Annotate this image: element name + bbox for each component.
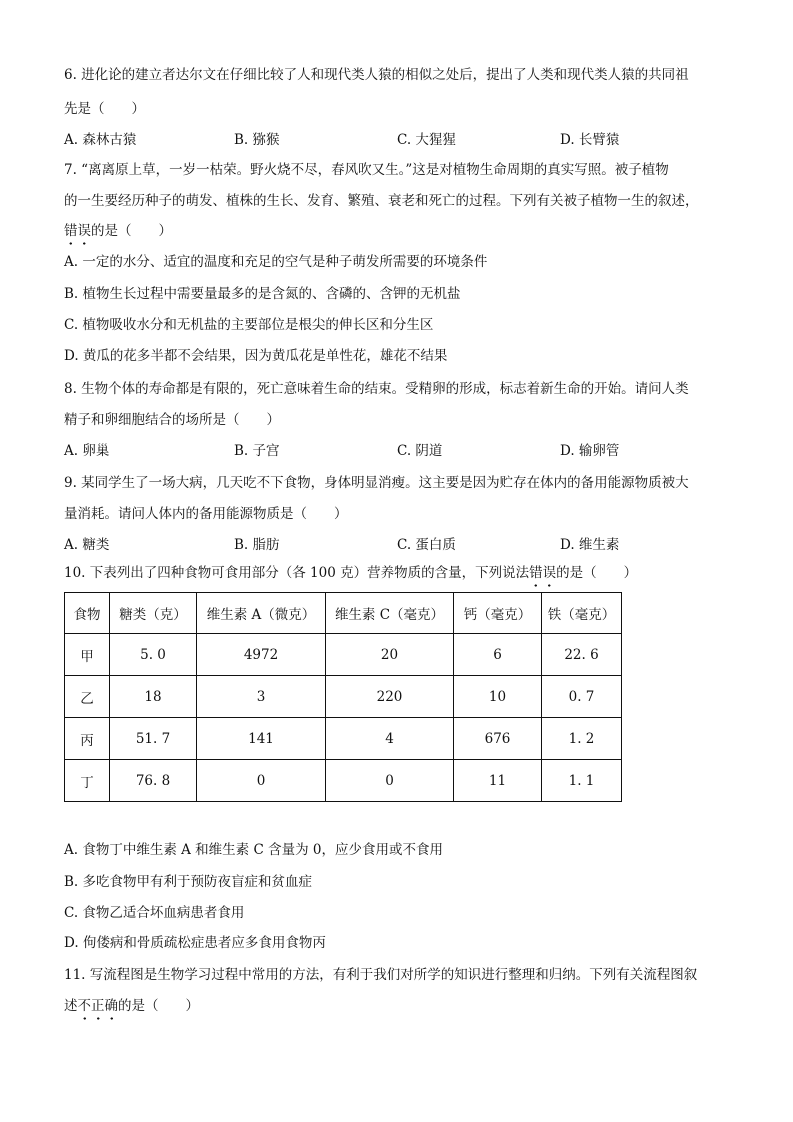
- table-row: [65, 718, 622, 760]
- q8-text-line2: 精子和卵细胞结合的场所是（ ）: [64, 412, 280, 428]
- table-cell: 676: [454, 718, 542, 760]
- table-cell: 乙: [65, 676, 110, 718]
- emphasis-text: 错误: [529, 565, 557, 581]
- q10-text-pre: 10. 下表列出了四种食物可食用部分（各 100 克）营养物质的含量，下列说法: [64, 565, 530, 581]
- header-cell: 铁（毫克）: [542, 593, 622, 634]
- emphasis-text: 不正确: [77, 998, 118, 1014]
- table-cell: 220: [326, 676, 454, 718]
- table-cell: 11: [454, 760, 542, 802]
- q8-option-a: A. 卵巢: [64, 443, 110, 459]
- table-cell: 141: [197, 718, 326, 760]
- q11-text-pre: 述: [64, 998, 78, 1014]
- nutrition-table: [64, 592, 622, 802]
- q7-option-b: B. 植物生长过程中需要量最多的是含氮的、含磷的、含钾的无机盐: [64, 286, 461, 302]
- q6-option-d: D. 长臂猿: [560, 132, 620, 148]
- table-cell: 10: [454, 676, 542, 718]
- table-cell: 甲: [65, 634, 110, 676]
- q11-text-line2: [64, 997, 199, 1015]
- table-cell: 3: [197, 676, 326, 718]
- emphasis-text: 错误: [64, 223, 91, 239]
- table-cell: 5. 0: [110, 634, 197, 676]
- q7-option-a: A. 一定的水分、适宜的温度和充足的空气是种子萌发所需要的环境条件: [64, 254, 488, 270]
- q8-option-d: D. 输卵管: [560, 443, 620, 459]
- table-header-row: [65, 593, 622, 634]
- q7-option-c: C. 植物吸收水分和无机盐的主要部位是根尖的伸长区和分生区: [64, 317, 434, 333]
- q7-option-d: D. 黄瓜的花多半都不会结果，因为黄瓜花是单性花，雄花不结果: [64, 348, 448, 364]
- header-cell: 维生素 A（微克）: [197, 593, 326, 634]
- header-cell: 钙（毫克）: [454, 593, 542, 634]
- table-cell: 20: [326, 634, 454, 676]
- q8-option-c: C. 阴道: [397, 443, 443, 459]
- table-row: [65, 760, 622, 802]
- q8-option-b: B. 子宫: [234, 443, 280, 459]
- q7-text-line3: [64, 222, 172, 240]
- q10-text-line1: [64, 564, 637, 582]
- q9-option-d: D. 维生素: [560, 537, 620, 553]
- q10-text-post: 的是（ ）: [556, 565, 638, 581]
- q6-option-b: B. 猕猴: [234, 132, 280, 148]
- header-cell: 糖类（克）: [110, 593, 197, 634]
- q10-option-a: A. 食物丁中维生素 A 和维生素 C 含量为 0，应少食用或不食用: [64, 842, 443, 858]
- table-cell: 0. 7: [542, 676, 622, 718]
- table-row: [65, 634, 622, 676]
- q9-text-line2: 量消耗。请问人体内的备用能源物质是（ ）: [64, 506, 348, 522]
- q7-text-line1: 7. “离离原上草，一岁一枯荣。野火烧不尽，春风吹又生。”这是对植物生命周期的真实写照。被子植物: [64, 162, 669, 178]
- header-cell: 维生素 C（毫克）: [326, 593, 454, 634]
- table-cell: 18: [110, 676, 197, 718]
- q6-option-a: A. 森林古猿: [64, 132, 137, 148]
- q7-text-line2: 的一生要经历种子的萌发、植株的生长、发育、繁殖、衰老和死亡的过程。下列有关被子植物一生的叙述，: [64, 193, 699, 209]
- q9-text-line1: 9. 某同学生了一场大病，几天吃不下食物，身体明显消瘦。这主要是因为贮存在体内的备用能源物质被大: [64, 475, 689, 491]
- q8-text-line1: 8. 生物个体的寿命都是有限的，死亡意味着生命的结束。受精卵的形成，标志着新生命的开始。请问人类: [64, 381, 689, 397]
- table-cell: 22. 6: [542, 634, 622, 676]
- q10-option-d: D. 佝偻病和骨质疏松症患者应多食用食物丙: [64, 935, 326, 951]
- q7-text-line3-rest: 的是（ ）: [91, 223, 172, 239]
- table-cell: 丙: [65, 718, 110, 760]
- table-cell: 1. 1: [542, 760, 622, 802]
- q10-option-b: B. 多吃食物甲有利于预防夜盲症和贫血症: [64, 874, 313, 890]
- q9-option-c: C. 蛋白质: [397, 537, 456, 553]
- q9-option-b: B. 脂肪: [234, 537, 280, 553]
- header-cell: 食物: [65, 593, 110, 634]
- table-cell: 0: [197, 760, 326, 802]
- table-cell: 丁: [65, 760, 110, 802]
- table-row: [65, 676, 622, 718]
- table-cell: 4: [326, 718, 454, 760]
- q6-text-line2: 先是（ ）: [64, 101, 145, 117]
- q9-option-a: A. 糖类: [64, 537, 110, 553]
- q10-option-c: C. 食物乙适合坏血病患者食用: [64, 905, 245, 921]
- q11-text-post: 的是（ ）: [118, 998, 199, 1014]
- q11-text-line1: 11. 写流程图是生物学习过程中常用的方法，有利于我们对所学的知识进行整理和归纳。下列有关流程图叙: [64, 967, 698, 983]
- q6-text-line1: 6. 进化论的建立者达尔文在仔细比较了人和现代类人猿的相似之处后，提出了人类和现代类人猿的共同祖: [64, 67, 689, 83]
- table-cell: 6: [454, 634, 542, 676]
- q6-option-c: C. 大猩猩: [397, 132, 456, 148]
- table-cell: 4972: [197, 634, 326, 676]
- table-cell: 0: [326, 760, 454, 802]
- table-cell: 1. 2: [542, 718, 622, 760]
- table-cell: 76. 8: [110, 760, 197, 802]
- table-cell: 51. 7: [110, 718, 197, 760]
